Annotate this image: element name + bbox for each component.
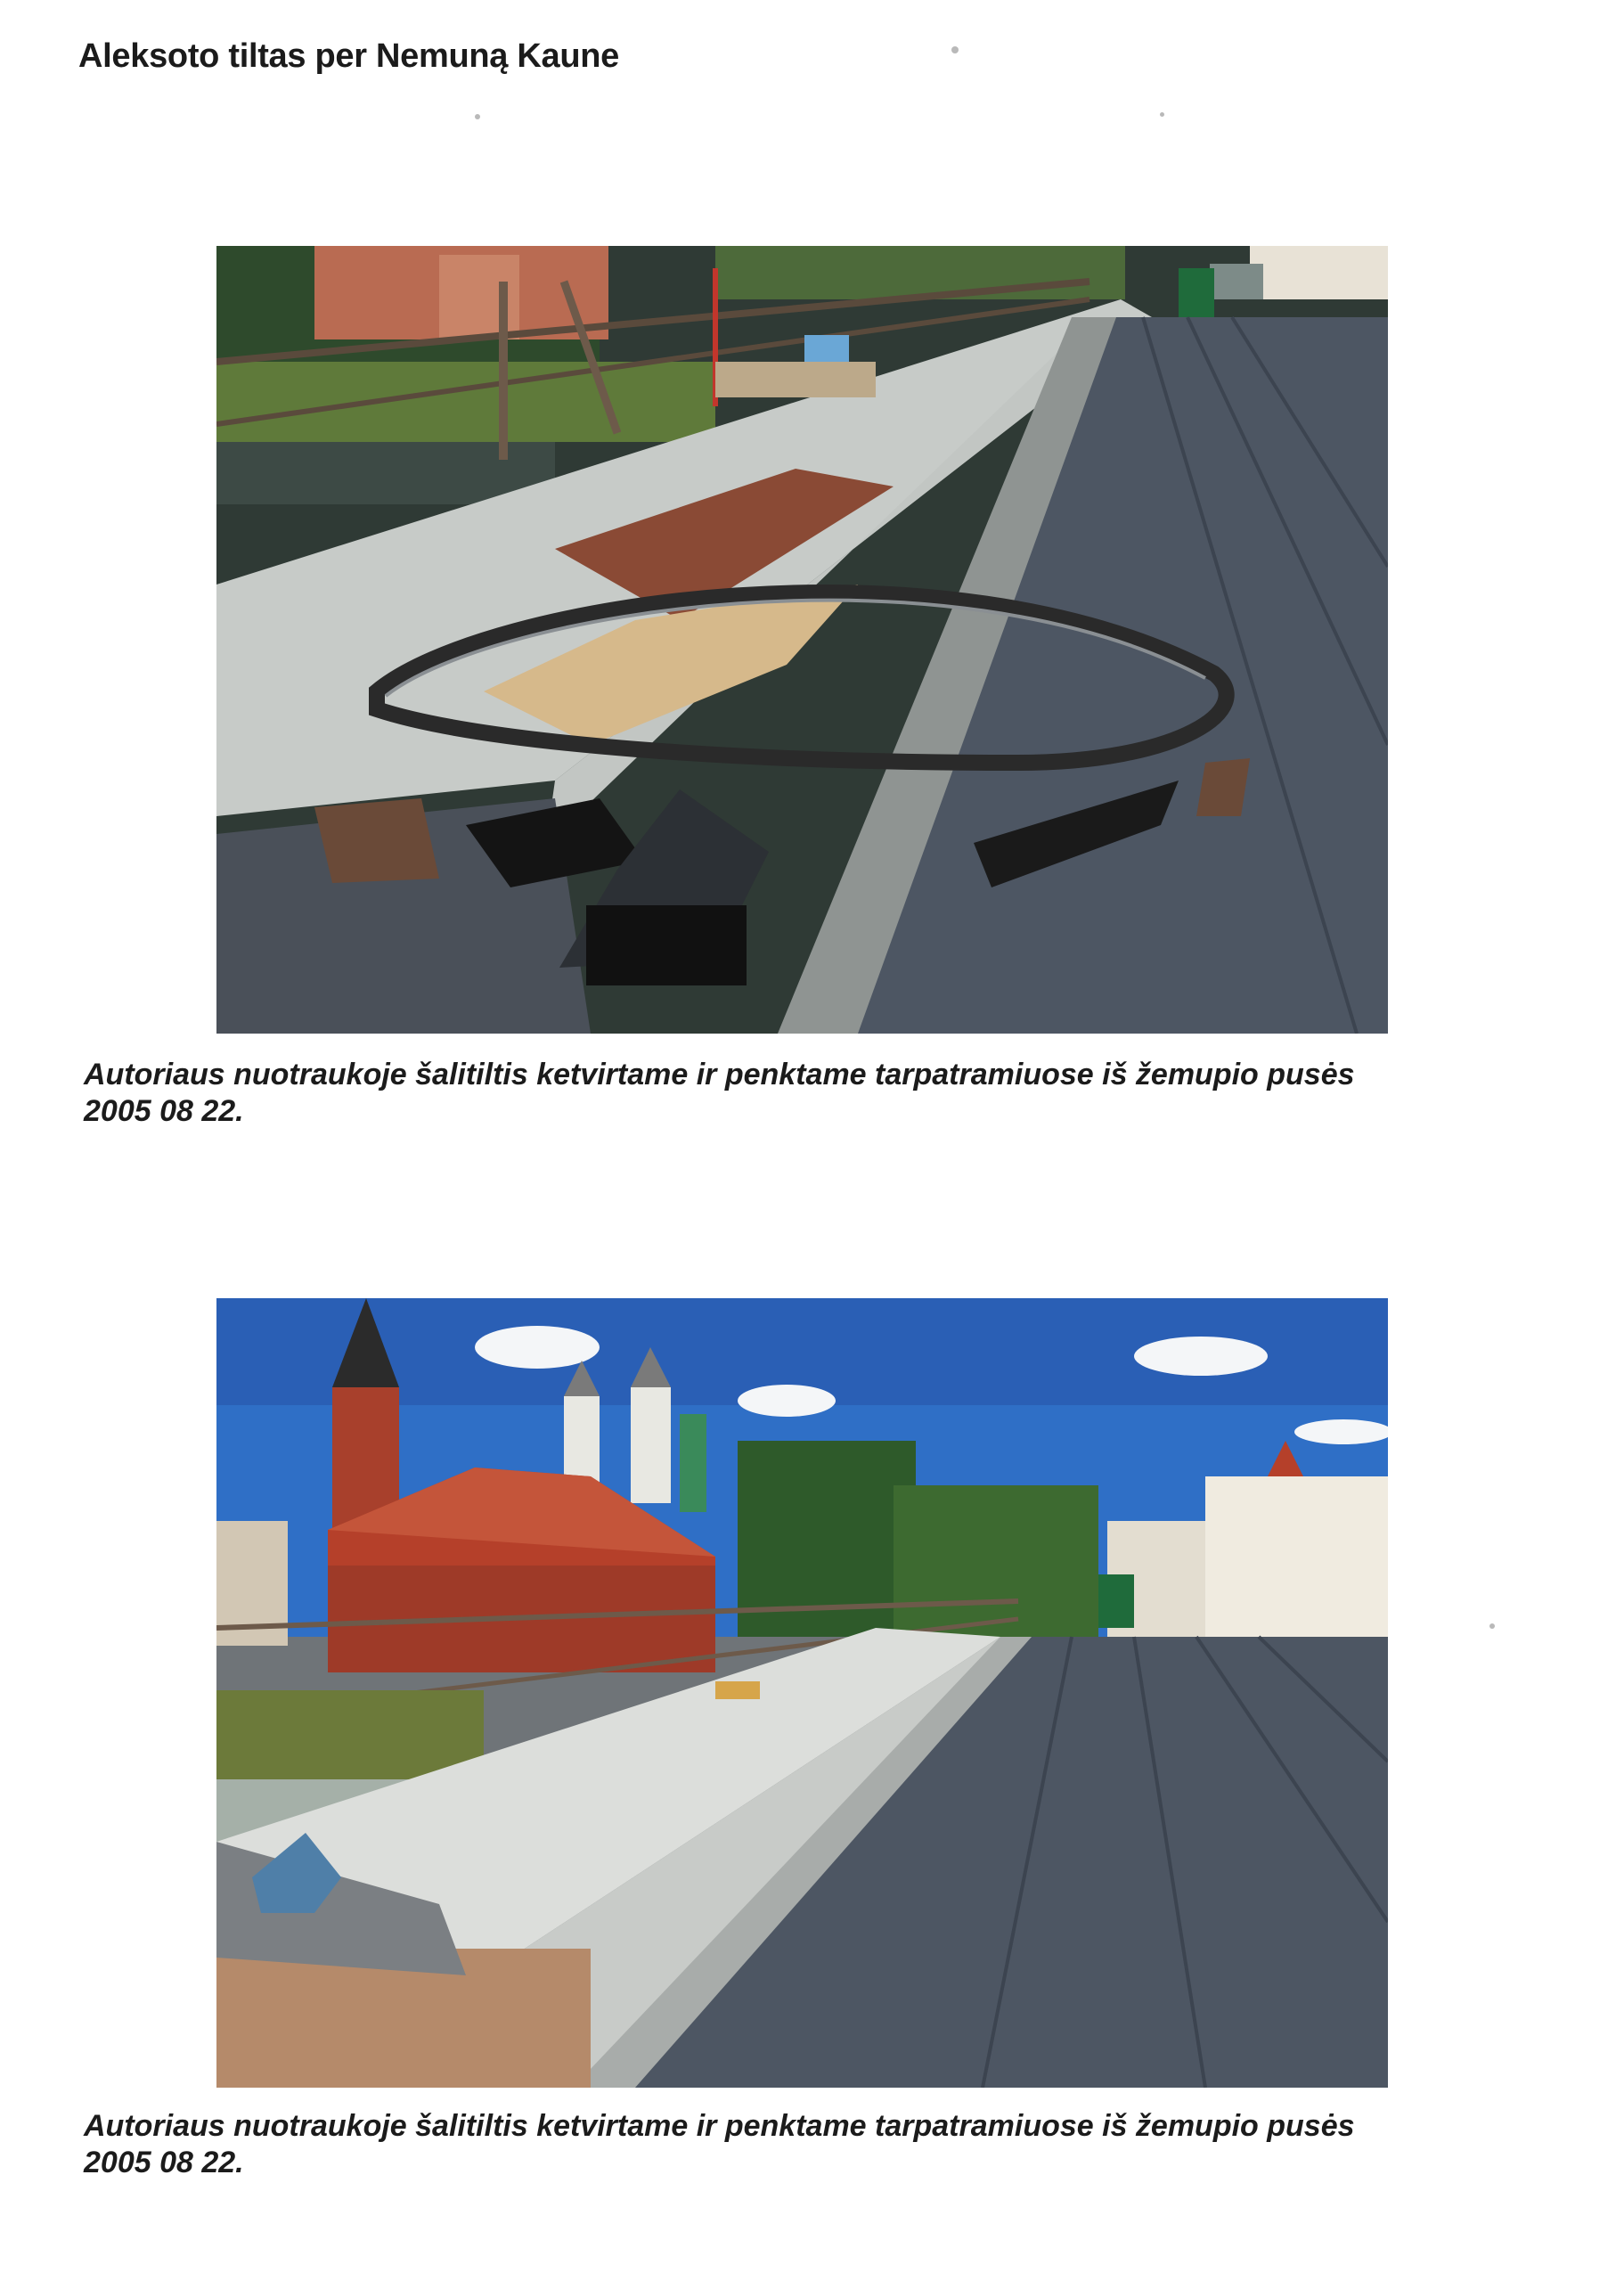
photo-caption <box>84 1057 1473 1130</box>
scan-speck <box>1489 1623 1495 1629</box>
bridge-photo-church-view <box>216 1298 1388 2088</box>
bridge-photo-closeup <box>216 246 1388 1034</box>
caption-date: 2005 08 22. <box>84 2146 244 2179</box>
photo-caption <box>84 2108 1473 2181</box>
page-title: Aleksoto tiltas per Nemuną Kaune <box>78 37 619 75</box>
scan-speck <box>951 46 959 53</box>
scan-speck <box>475 114 480 119</box>
caption-date: 2005 08 22. <box>84 1094 244 1128</box>
caption-text: Autoriaus nuotraukoje šalitiltis ketvirtame ir penktame tarpatramiuose iš žemupio pusės <box>84 2109 1355 2143</box>
caption-text: Autoriaus nuotraukoje šalitiltis ketvirtame ir penktame tarpatramiuose iš žemupio pusės <box>84 1058 1355 1091</box>
scan-speck <box>1160 112 1164 117</box>
